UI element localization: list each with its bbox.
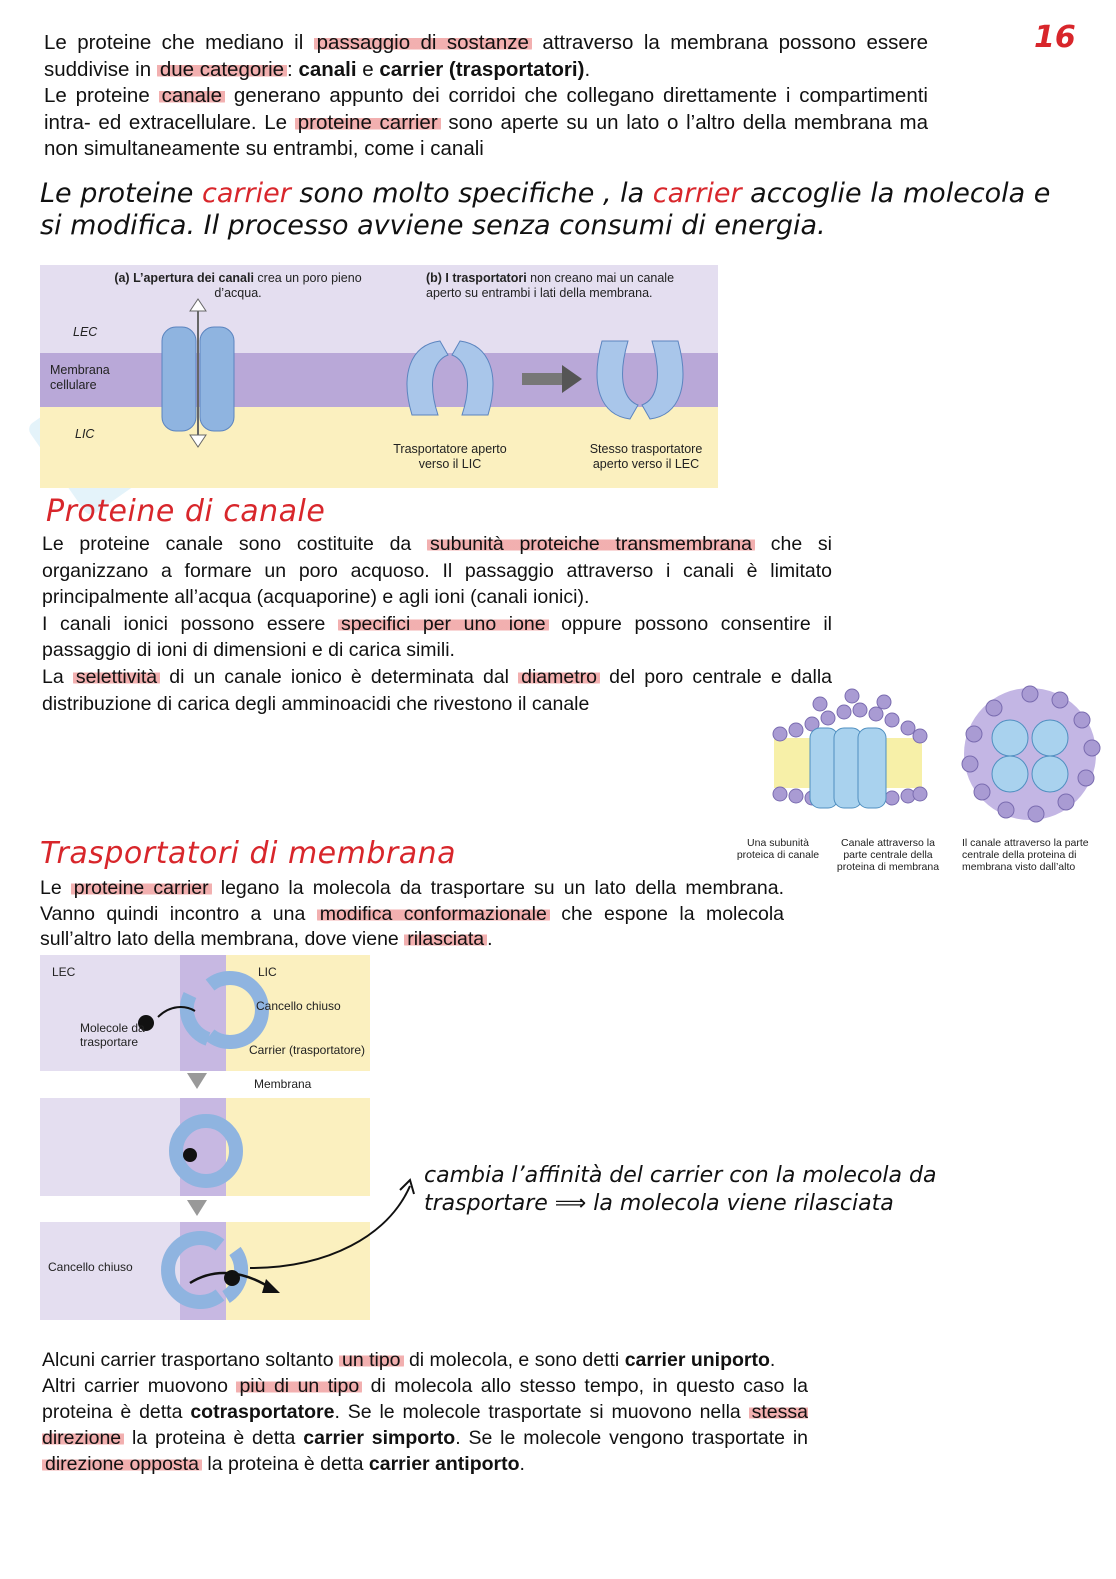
carrier-step2-icon	[176, 1121, 236, 1181]
label-membrane: Membrana cellulare	[50, 363, 110, 392]
carrier-open-lic-icon	[407, 341, 493, 415]
highlight: direzione opposta	[42, 1453, 202, 1475]
figure-channels-vs-carriers	[40, 265, 718, 488]
arrow-icon	[522, 365, 582, 393]
fig3-label-molecule: Molecole da trasportare	[80, 1021, 145, 1049]
handwritten-note-2: cambia l’affinità del carrier con la molecola da trasportare ⟹ la molecola viene rilasciata	[424, 1163, 937, 1216]
carrier-open-lec-icon	[597, 341, 683, 419]
caption-open-lic: Trasportatore aperto verso il LIC	[393, 442, 507, 471]
caption-subunit: Una subunità proteica di canale	[736, 837, 820, 861]
figure-channel-structure	[760, 684, 1106, 834]
down-arrow-icon	[187, 1200, 207, 1216]
carrier-step1-icon	[187, 978, 262, 1042]
fig3-label-carrier: Carrier (trasportatore)	[249, 1043, 366, 1057]
caption-channel-central: Canale attraverso la parte centrale della proteina di membrana	[836, 837, 940, 873]
channel-top-view-icon	[962, 686, 1100, 822]
trasportatori-text: Le proteine carrier legano la molecola da trasportare su un lato della membrana. Vanno quindi incontro a una modifica conformazionale che espone la molecola sull’altro lato della membrana, dove viene rilasciata .	[40, 877, 785, 950]
fig3-label-gate-bottom: Cancello chiuso	[48, 1260, 133, 1274]
fig3-label-lic: LIC	[258, 965, 277, 979]
highlight: proteine carrier	[295, 111, 441, 134]
handwritten-note-1: Le proteine carrier sono molto specifiche , la carrier accoglie la molecola e si modifica. Il processo avviene senza consumi di energia.	[40, 178, 1051, 241]
highlight: specifici per uno ione	[338, 613, 549, 635]
fig3-label-membrane: Membrana	[254, 1077, 312, 1091]
page-number: 16	[1034, 20, 1076, 55]
highlight: selettività	[73, 666, 160, 688]
label-lic: LIC	[75, 427, 95, 441]
highlight: canale	[159, 84, 225, 107]
highlight: proteine carrier	[71, 877, 212, 899]
down-arrow-icon	[187, 1073, 207, 1089]
highlight: modifica conformazionale	[317, 903, 550, 925]
highlight: passaggio di sostanze	[314, 31, 532, 54]
heading-trasportatori: Trasportatori di membrana	[40, 836, 457, 871]
highlight: diametro	[518, 666, 600, 688]
highlight: subunità proteiche transmembrana	[427, 533, 755, 555]
caption-open-lec: Stesso trasportatore aperto verso il LEC	[589, 442, 703, 471]
highlight: un tipo	[339, 1349, 404, 1371]
fig3-label-lec: LEC	[52, 965, 76, 979]
closing-text: Alcuni carrier trasportano soltanto un tipo di molecola, e sono detti carrier uniporto. Altri carrier muovono più di un tipo di molecola allo stesso tempo, in questo caso la proteina è detta cotrasportatore. Se le molecole trasportate si muovono nella stessa direzione la proteina è detta carrier simporto. Se le molecole vengono trasportate in direzione opposta la proteina è detta carrier antiporto.	[42, 1349, 808, 1475]
label-carriers: (b) I trasportatori non creano mai un canale aperto su entrambi i lati della membrana.	[426, 271, 675, 300]
label-lec: LEC	[73, 325, 98, 339]
highlight: due categorie	[157, 58, 287, 81]
highlight: rilasciata	[404, 928, 487, 950]
heading-proteine-canale: Proteine di canale	[46, 494, 326, 529]
caption-channel-top: Il canale attraverso la parte centrale della proteina di membrana visto dall’alto	[962, 837, 1089, 873]
channel-protein-icon	[162, 299, 234, 447]
highlight: più di un tipo	[236, 1375, 362, 1397]
highlight: stessa direzione	[42, 1401, 808, 1449]
label-channels: (a) L’apertura dei canali crea un poro pieno d’acqua.	[114, 271, 362, 300]
lipid-bilayer-icon	[773, 689, 927, 808]
intro-text: Le proteine che mediano il passaggio di sostanze attraverso la membrana possono essere suddivise in due categorie : canali e carrier (trasportatori). Le proteine canale generano appunto dei corridoi che collegano direttamente i compartimenti intra- ed extracellulare. Le proteine carrier sono aperte su un lato o l’altro della membrana ma non simultaneamente su entrambi, come i canali	[44, 31, 929, 161]
canale-text: Le proteine canale sono costituite da subunità proteiche transmembrana che si organizzano a formare un poro acquoso. Il passaggio attraverso i canali è limitato principalmente all’acqua (acquaporine) e agli ioni (canali ionici). I canali ionici possono essere specifici per uno ione oppure possono consentire il passaggio di ioni di dimensioni e di carica simili. La selettività di un canale ionico è determinata dal diametro del poro centrale e dalla distribuzione di carica degli amminoacidi che rivestono il canale	[42, 533, 833, 715]
fig3-label-gate-top: Cancello chiuso	[256, 999, 341, 1013]
note-connector-arrow	[248, 1176, 418, 1276]
